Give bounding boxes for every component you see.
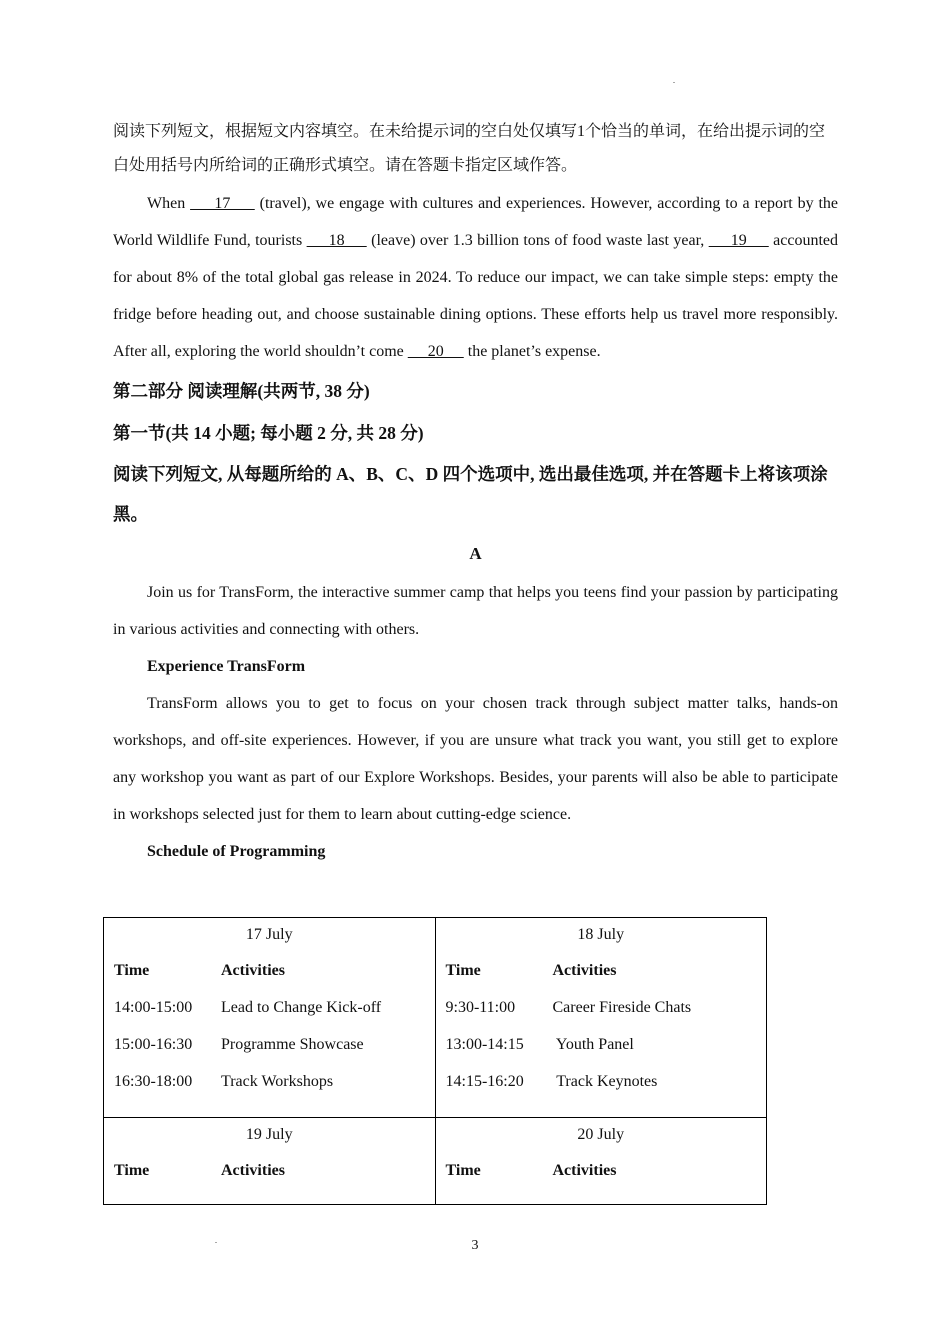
activities-header: Activities — [552, 962, 617, 979]
stray-dot: . — [215, 1236, 217, 1245]
passage-intro: Join us for TransForm, the interactive summer camp that helps you teens find your passion by participating in various activities and connecting with others. — [113, 584, 838, 638]
blank-19: 19 — [708, 232, 769, 249]
slot-time: 15:00-16:30 — [114, 1036, 193, 1053]
blank-17: 17 — [190, 195, 255, 212]
day-date: 18 July — [577, 926, 625, 943]
schedule-cell-day3 — [104, 1118, 436, 1205]
slot-time: 13:00-14:15 — [445, 1036, 524, 1053]
schedule-cell-day2 — [435, 918, 767, 1118]
passage-label: A — [469, 544, 482, 563]
blank-18: 18 — [306, 232, 367, 249]
cloze-passage — [113, 185, 838, 370]
slot-activity: Youth Panel — [552, 1036, 634, 1053]
time-header: Time — [445, 1162, 481, 1179]
slot-time: 14:15-16:20 — [445, 1073, 524, 1090]
cloze-text: (travel), we engage with cultures and experiences. However, according to a report by the World Wildlife Fund, tourists — [113, 195, 839, 249]
passage-body: TransForm allows you to get to focus on your chosen track through subject matter talks, hands-on workshops, and off-site experiences. However, if you are unsure what track you want, you still get to explore any workshop you want as part of our Explore Workshops. Besides, your parents will also be able to participate in workshops selected just for them to learn about cutting-edge science. — [113, 695, 838, 823]
slot-activity: Career Fireside Chats — [552, 999, 692, 1016]
heading-schedule: Schedule of Programming — [147, 843, 326, 860]
slot-activity: Lead to Change Kick-off — [221, 999, 382, 1016]
time-header: Time — [114, 962, 150, 979]
day-date: 17 July — [245, 926, 293, 943]
activities-header: Activities — [221, 1162, 285, 1179]
slot-activity: Programme Showcase — [221, 1036, 364, 1053]
section1-title: 第一节(共 14 小题; 每小题 2 分, 共 28 分) — [113, 423, 424, 443]
day-date: 20 July — [577, 1126, 625, 1143]
reading-instructions: 阅读下列短文, 从每题所给的 A、B、C、D 四个选项中, 选出最佳选项, 并在答题卡上将该项涂黑。 — [113, 464, 828, 524]
stray-dot: . — [673, 76, 675, 85]
schedule-cell-day4 — [435, 1118, 767, 1205]
schedule-table — [103, 917, 767, 1205]
part2-title: 第二部分 阅读理解(共两节, 38 分) — [113, 381, 370, 401]
cloze-text: (leave) over 1.3 billion tons of food waste last year, — [366, 232, 709, 249]
page-content — [113, 0, 838, 870]
blank-20: 20 — [407, 343, 464, 360]
schedule-cell-day1 — [104, 918, 436, 1118]
activities-header: Activities — [552, 1162, 617, 1179]
cloze-text: the planet’s expense. — [463, 343, 601, 360]
slot-time: 9:30-11:00 — [445, 999, 516, 1016]
cloze-text: accounted for about 8% of the total global gas release in 2024. To reduce our impact, we can take simple steps: empty the fridge before heading out, and choose sustainable dining options. These efforts help us travel more responsibly. After all, exploring the world shouldn’t come — [113, 232, 839, 360]
time-header: Time — [114, 1162, 150, 1179]
time-header: Time — [445, 962, 481, 979]
activities-header: Activities — [221, 962, 285, 979]
page-number: 3 — [471, 1238, 479, 1253]
heading-experience: Experience TransForm — [147, 658, 306, 675]
instructions-cn: 阅读下列短文，根据短文内容填空。在未给提示词的空白处仅填写1个恰当的单词，在给出提示词的空白处用括号内所给词的正确形式填空。请在答题卡指定区域作答。 — [113, 123, 826, 174]
slot-time: 16:30-18:00 — [114, 1073, 193, 1090]
slot-activity: Track Workshops — [221, 1073, 334, 1090]
cloze-text: When — [147, 195, 191, 212]
slot-time: 14:00-15:00 — [114, 999, 193, 1016]
day-date: 19 July — [245, 1126, 293, 1143]
slot-activity: Track Keynotes — [552, 1073, 658, 1090]
